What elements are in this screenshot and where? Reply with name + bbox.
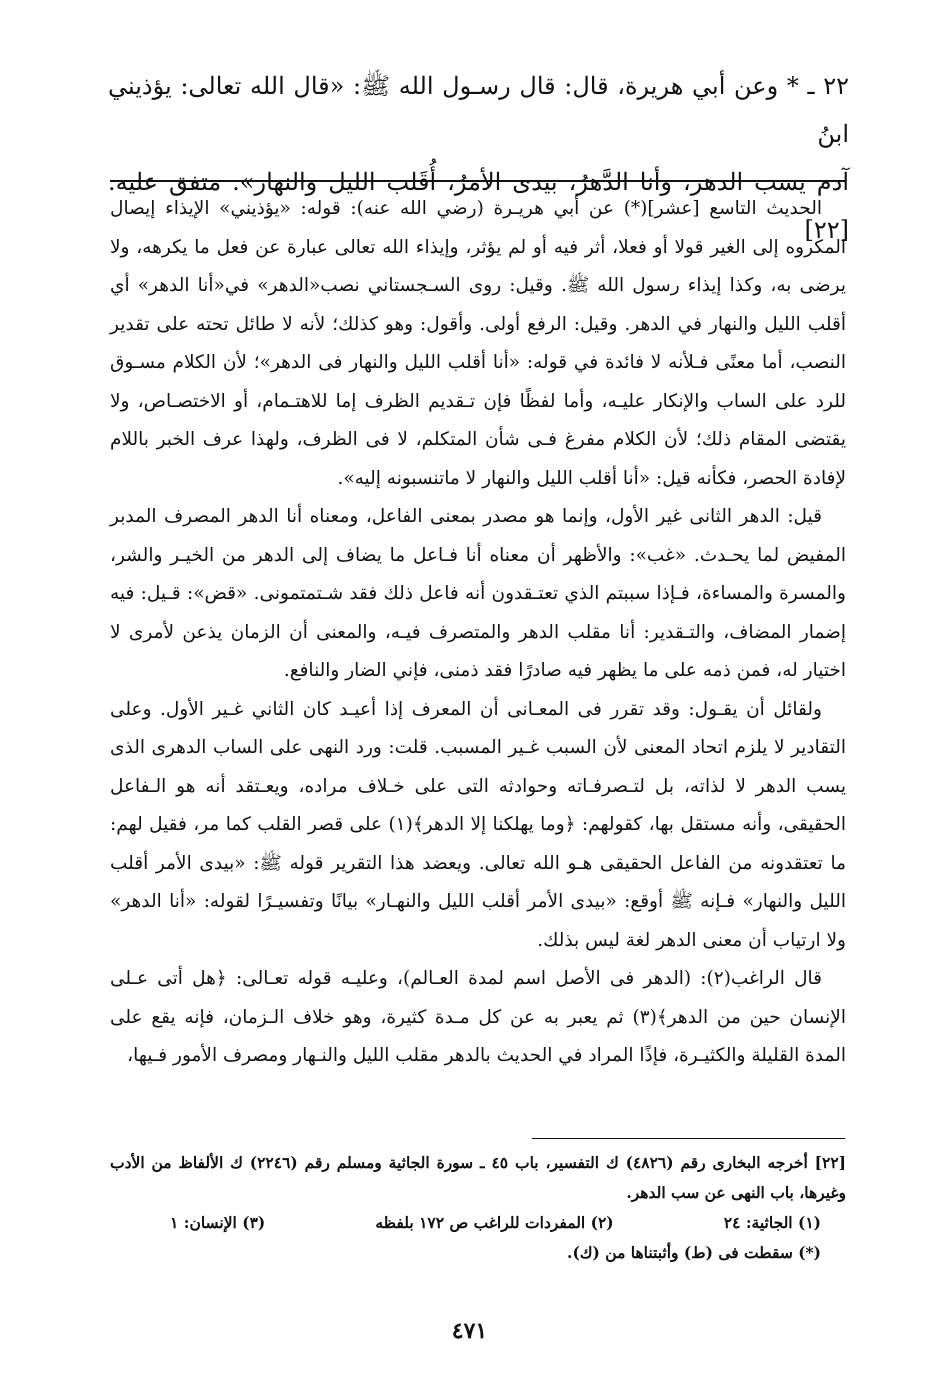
hadith-line-1: ٢٢ ـ * وعن أبي هريرة، قال: قال رسـول الله ﷺ: «قال الله تعالى: يؤذيني ابنُ (108, 72, 849, 148)
footnote-3: (٣) الإنسان: ١ (170, 1213, 266, 1232)
footnote-source: [٢٢] أخرجه البخارى رقم (٤٨٢٦) ك التفسير، باب ٤٥ ـ سورة الجاثية ومسلم رقم (٢٢٤٦) ك الألفاظ من الأدب وغيرها، باب النهى عن سب الدهر. (110, 1153, 846, 1202)
commentary (110, 190, 846, 1076)
footnotes (110, 1148, 846, 1268)
commentary-paragraph: قيل: الدهر الثانى غير الأول، وإنما هو مصدر بمعنى الفاعل، ومعناه أنا الدهر المصرف المدبر المفيض لما يحـدث. «غب»: والأظهر أن معناه أنا فـاعل ما يضاف إلى الدهر من الخيـر والشر، والمسرة والمساءة، فـإذا سببتم الذي تعتـقدون أنه فاعل ذلك فقد شـتمتمونى. «قض»: قـيل: فيه إضمار المضاف، والتـقدير: أنا مقلب الدهر والمتصرف فيـه، والمعنى أن الزمان يذعن لأمرى لا اختيار له، فمن ذمه على ما يظهر فيه صادرًا فقد ذمنى، فإني الضار والنافع. (110, 506, 846, 681)
commentary-paragraph: الحديث التاسع [عشر](*) عن أبي هريـرة (رضي الله عنه): قوله: «يؤذيني» الإيذاء إيصال المكروه إلى الغير قولا أو فعلا، أثر فيه أو لم يؤثر، وإيذاء الله تعالى عبارة عن فعل ما يكرهه، ولا يرضى به، وكذا إيذاء رسول الله ﷺ. وقيل: روى السـجستاني نصب«الدهر» في«أنا الدهر» أي أقلب الليل والنهار في الدهر. وقيل: الرفع أولى. وأقول: وهو كذلك؛ لأنه لا طائل تحته على تقدير النصب، أما معنًى فـلأنه لا فائدة في قوله: «أنا أقلب الليل والنهار فى الدهر»؛ لأن الكلام مسـوق للرد على الساب والإنكار عليـه، وأما لفظًا فإن تـقديم الظرف إما للاهتـمام، أو الاختصـاص، ولا يقتضى المقام ذلك؛ لأن الكلام مفرغ فـى شأن المتكلم، لا فى الظرف، ولهذا عرف الخبر باللام لإفادة الحصر، فكأنه قيل: «أنا أقلب الليل والنهار لا ماتنسبونه إليه». (110, 198, 847, 489)
footnote-separator (532, 1138, 845, 1139)
footnote-1: (١) الجاثية: ٢٤ (723, 1213, 821, 1232)
footnote-note: (*) سقطت فى (ط) وأثبتناها من (ك). (567, 1243, 821, 1262)
footnote-row (110, 1208, 846, 1238)
hadith-line-2: آدم يسب الدهر، وأنا الدَّهرُ، بيدى الأمرُ، أُقَلب الليل والنهار». متفق عليه. [٢٢] (108, 168, 849, 244)
commentary-paragraph: ولقائل أن يقـول: وقد تقرر فى المعـانى أن المعرف إذا أعيـد كان الثاني غـير الأول. وعلى التقادير لا يلزم اتحاد المعنى لأن السبب غـير المسبب. قلت: ورد النهى على الساب الدهرى الذى يسب الدهر لا لذاته، بل لتـصرفـاته وحوادثه التى على خـلاف مراده، ويعـتقد أنه هو الـفاعل الحقيقى، وأنه مستقل بها، كقولهم: ﴿وما يهلكنا إلا الدهر﴾(١) على قصر القلب كما مر، فقيل لهم: ما تعتقدونه من الفاعل الحقيقى هـو الله تعالى. ويعضد هذا التقرير قوله ﷺ: «بيدى الأمر أقلب الليل والنهار» فـإنه ﷺ أوقع: «بيدى الأمر أقلب الليل والنهـار» بيانًا وتفسيـرًا لقوله: «أنا الدهر» ولا ارتياب أن معنى الدهر لغة ليس بذلك. (110, 698, 846, 951)
commentary-paragraph: قال الراغب(٢): (الدهر فى الأصل اسم لمدة العـالم)، وعليـه قوله تعـالى: ﴿هل أتى عـلى الإنسان حين من الدهر﴾(٣) ثم يعبر به عن كل مـدة كثيرة، وهو خلاف الـزمان، فإنه يقع على المدة القليلة والكثيـرة، فإذًا المراد في الحديث بالدهر مقلب الليل والنـهار ومصرف الأمور فـيها، (110, 968, 847, 1066)
page-number: ٤٧١ (451, 1318, 488, 1344)
separator-rule (110, 180, 846, 182)
footnote-2: (٢) المفردات للراغب ص ١٧٢ بلفظه (375, 1213, 614, 1232)
